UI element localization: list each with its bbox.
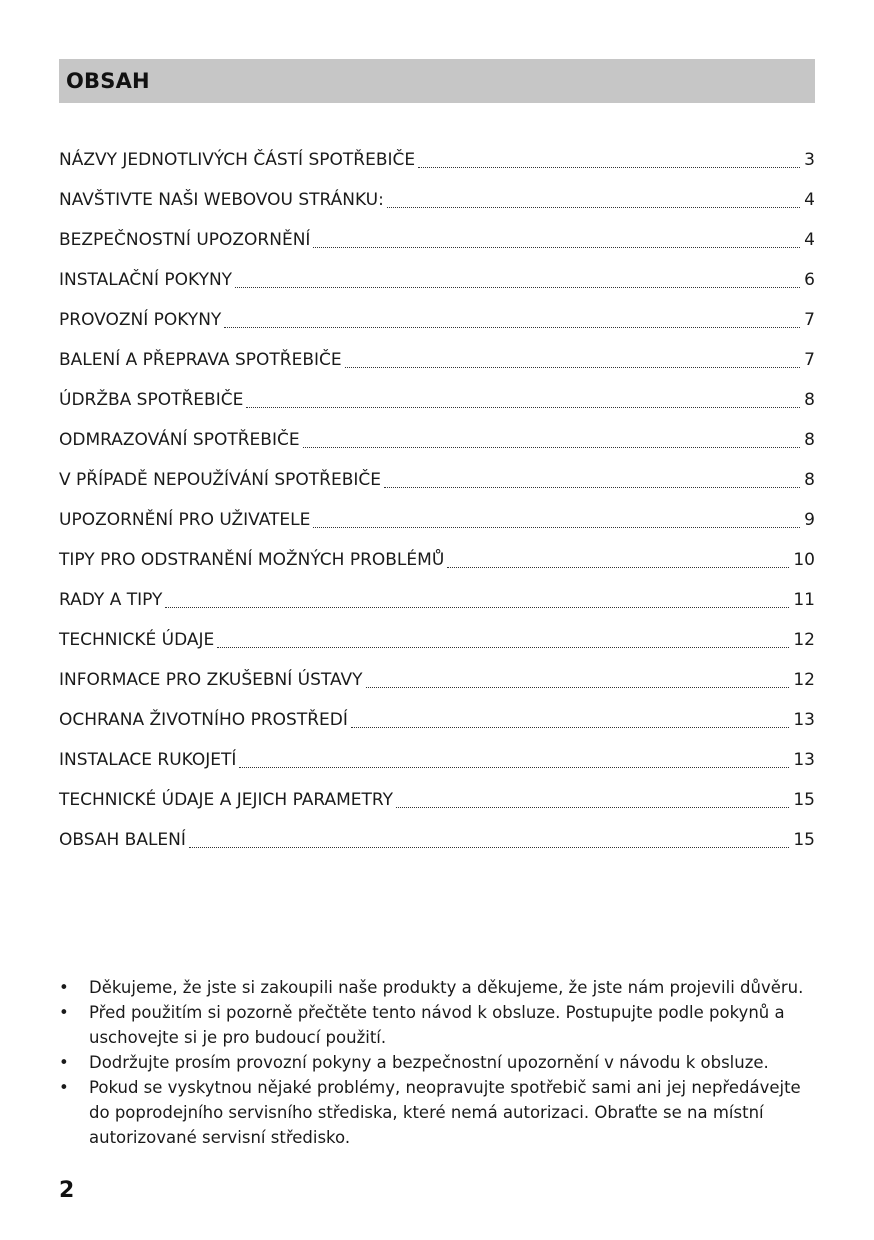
toc-entry[interactable] [59,140,815,180]
toc-entry-label: OBSAH BALENÍ [59,830,186,850]
toc-dot-leader [217,646,789,648]
page-number: 2 [59,1178,75,1203]
section-header-bar [59,59,815,103]
table-of-contents [59,140,815,860]
toc-dot-leader [345,366,801,368]
toc-entry-page: 3 [804,150,815,170]
list-item [59,1050,815,1075]
toc-dot-leader [418,166,800,168]
toc-entry-label: NAVŠTIVTE NAŠI WEBOVOU STRÁNKU: [59,190,384,210]
toc-entry-label: ÚDRŽBA SPOTŘEBIČE [59,390,244,410]
toc-entry-page: 15 [793,830,815,850]
toc-entry-label: NÁZVY JEDNOTLIVÝCH ČÁSTÍ SPOTŘEBIČE [59,150,416,170]
toc-entry-page: 4 [804,230,815,250]
toc-dot-leader [189,846,789,848]
toc-entry[interactable] [59,260,815,300]
bullet-icon: • [59,1053,69,1072]
toc-entry-label: RADY A TIPY [59,590,163,610]
page-title: OBSAH [66,69,150,93]
toc-entry-page: 8 [804,470,815,490]
toc-dot-leader [246,406,800,408]
toc-dot-leader [303,446,801,448]
toc-entry-page: 12 [793,670,815,690]
toc-entry-page: 15 [793,790,815,810]
toc-entry-label: INSTALAČNÍ POKYNY [59,270,233,290]
toc-entry[interactable] [59,460,815,500]
toc-entry-label: TECHNICKÉ ÚDAJE [59,630,215,650]
toc-dot-leader [351,726,789,728]
toc-dot-leader [396,806,789,808]
list-item [59,1075,815,1150]
toc-entry-page: 8 [804,430,815,450]
toc-entry-label: TECHNICKÉ ÚDAJE A JEJICH PARAMETRY [59,790,394,810]
toc-entry[interactable] [59,220,815,260]
toc-entry-page: 13 [793,750,815,770]
toc-entry[interactable] [59,540,815,580]
toc-entry-label: INSTALACE RUKOJETÍ [59,750,237,770]
note-text: Dodržujte prosím provozní pokyny a bezpečnostní upozornění v návodu k obsluze. [89,1053,769,1072]
toc-entry-label: BEZPEČNOSTNÍ UPOZORNĚNÍ [59,230,311,250]
toc-entry[interactable] [59,340,815,380]
toc-entry-label: OCHRANA ŽIVOTNÍHO PROSTŘEDÍ [59,710,348,730]
toc-dot-leader [165,606,789,608]
list-item [59,1000,815,1050]
toc-entry-label: PROVOZNÍ POKYNY [59,310,222,330]
note-text: Děkujeme, že jste si zakoupili naše produkty a děkujeme, že jste nám projevili důvěru. [89,978,804,997]
toc-entry[interactable] [59,820,815,860]
toc-entry-page: 9 [804,510,815,530]
toc-entry-page: 8 [804,390,815,410]
toc-entry-page: 4 [804,190,815,210]
toc-entry[interactable] [59,380,815,420]
toc-entry[interactable] [59,180,815,220]
toc-dot-leader [447,566,789,568]
intro-notes-list [59,975,815,1150]
toc-entry[interactable] [59,660,815,700]
toc-entry[interactable] [59,780,815,820]
toc-entry-page: 6 [804,270,815,290]
toc-entry-page: 10 [793,550,815,570]
toc-entry-page: 12 [793,630,815,650]
toc-entry-page: 13 [793,710,815,730]
toc-entry[interactable] [59,500,815,540]
toc-entry[interactable] [59,620,815,660]
toc-entry[interactable] [59,300,815,340]
toc-entry-page: 11 [793,590,815,610]
list-item [59,975,815,1000]
toc-dot-leader [239,766,789,768]
toc-dot-leader [235,286,800,288]
toc-dot-leader [313,526,800,528]
toc-entry[interactable] [59,740,815,780]
toc-dot-leader [366,686,790,688]
toc-entry-page: 7 [804,350,815,370]
note-text: Před použitím si pozorně přečtěte tento návod k obsluze. Postupujte podle pokynů a uschovejte si je pro budoucí použití. [89,1003,785,1047]
note-text: Pokud se vyskytnou nějaké problémy, neopravujte spotřebič sami ani jej nepředávejte do poprodejního servisního střediska, které nemá autorizaci. Obraťte se na místní autorizované servisní středisko. [89,1078,801,1147]
toc-entry-label: TIPY PRO ODSTRANĚNÍ MOŽNÝCH PROBLÉMŮ [59,550,445,570]
bullet-icon: • [59,1078,69,1097]
toc-entry-label: V PŘÍPADĚ NEPOUŽÍVÁNÍ SPOTŘEBIČE [59,470,381,490]
toc-entry-label: UPOZORNĚNÍ PRO UŽIVATELE [59,510,311,530]
toc-dot-leader [384,486,800,488]
toc-entry-label: INFORMACE PRO ZKUŠEBNÍ ÚSTAVY [59,670,363,690]
toc-dot-leader [387,206,800,208]
toc-entry-label: BALENÍ A PŘEPRAVA SPOTŘEBIČE [59,350,342,370]
toc-entry[interactable] [59,580,815,620]
toc-entry-page: 7 [804,310,815,330]
bullet-icon: • [59,1003,69,1022]
toc-entry[interactable] [59,700,815,740]
bullet-icon: • [59,978,69,997]
toc-entry[interactable] [59,420,815,460]
toc-dot-leader [224,326,800,328]
toc-entry-label: ODMRAZOVÁNÍ SPOTŘEBIČE [59,430,300,450]
toc-dot-leader [313,246,800,248]
